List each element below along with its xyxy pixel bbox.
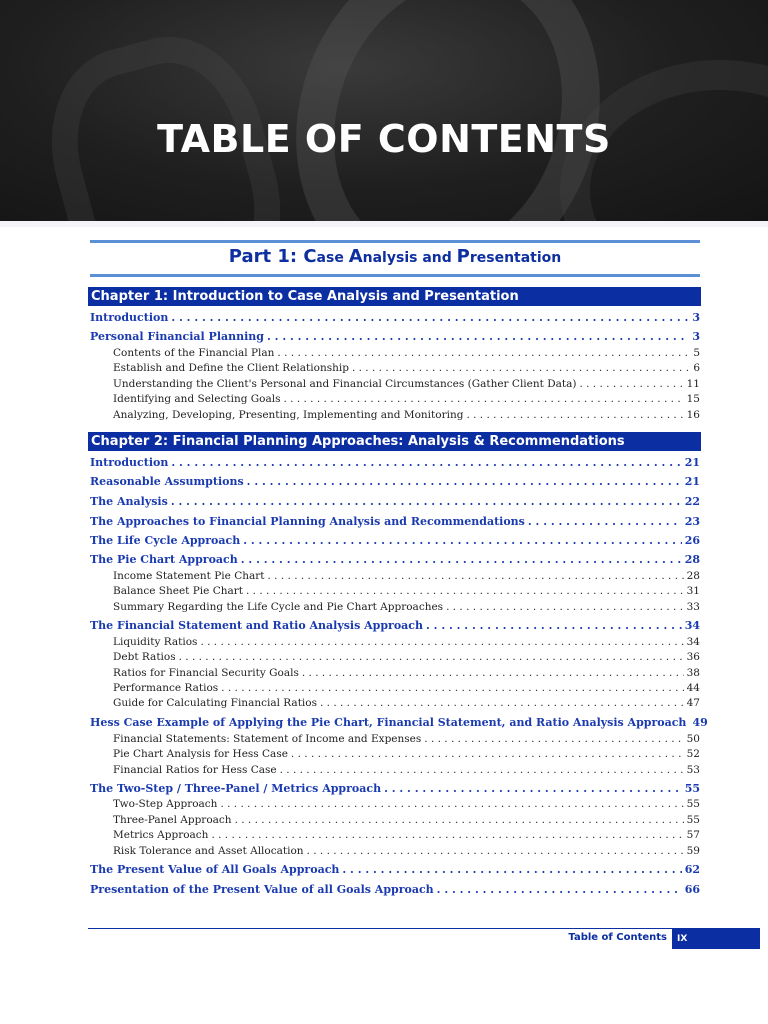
toc-subentry[interactable]: Performance Ratios . . . 44 [113, 680, 700, 696]
toc-entry[interactable]: The Life Cycle Approach . . . 26 [90, 533, 700, 549]
toc-subentry[interactable]: Liquidity Ratios . . . 34 [113, 634, 700, 650]
toc-subentry[interactable]: Financial Ratios for Hess Case . . . 53 [113, 762, 700, 778]
toc-subentry[interactable]: Ratios for Financial Security Goals . . . 38 [113, 665, 700, 681]
header-banner [0, 0, 768, 221]
banner-strip [0, 221, 768, 227]
toc-entry[interactable]: The Pie Chart Approach . . . 28 [90, 552, 700, 568]
toc-subentry[interactable]: Analyzing, Developing, Presenting, Implementing and Monitoring . . . 16 [113, 407, 700, 423]
toc-subentry[interactable]: Financial Statements: Statement of Income and Expenses . . . 50 [113, 731, 700, 747]
toc-subentry[interactable]: Two-Step Approach . . . 55 [113, 796, 700, 812]
toc-subentry[interactable]: Understanding the Client's Personal and Financial Circumstances (Gather Client Data) . . . 11 [113, 376, 700, 392]
toc-entry[interactable]: The Analysis . . . 22 [90, 494, 700, 510]
toc-entry[interactable]: The Financial Statement and Ratio Analysis Approach . . . 34 [90, 618, 700, 634]
toc-entry[interactable]: Introduction . . . 21 [90, 455, 700, 471]
toc-subentry[interactable]: Summary Regarding the Life Cycle and Pie Chart Approaches . . . 33 [113, 599, 700, 615]
toc-subentry[interactable]: Contents of the Financial Plan . . . 5 [113, 345, 700, 361]
toc-subentry[interactable]: Pie Chart Analysis for Hess Case . . . 52 [113, 746, 700, 762]
toc-subentry[interactable]: Identifying and Selecting Goals . . . 15 [113, 391, 700, 407]
toc-subentry[interactable]: Debt Ratios . . . 36 [113, 649, 700, 665]
toc-entry[interactable]: Reasonable Assumptions . . . 21 [90, 474, 700, 490]
toc-entry[interactable]: Introduction . . . 3 [90, 310, 700, 326]
toc-subentry[interactable]: Three-Panel Approach . . . 55 [113, 812, 700, 828]
toc-entry[interactable]: Personal Financial Planning . . . 3 [90, 329, 700, 345]
toc-entry[interactable]: Hess Case Example of Applying the Pie Chart, Financial Statement, and Ratio Analysis Approach 49 [90, 716, 708, 729]
page-title: TABLE OF CONTENTS [157, 117, 611, 161]
chapter-heading: Chapter 1: Introduction to Case Analysis and Presentation [88, 287, 701, 306]
page-number: IX [672, 929, 760, 949]
chapter-heading: Chapter 2: Financial Planning Approaches: Analysis & Recommendations [88, 432, 701, 451]
toc-entry[interactable]: The Approaches to Financial Planning Analysis and Recommendations . . . 23 [90, 514, 700, 530]
toc-entry[interactable]: The Two-Step / Three-Panel / Metrics Approach . . . 55 [90, 781, 700, 797]
toc-subentry[interactable]: Metrics Approach . . . 57 [113, 827, 700, 843]
toc-subentry[interactable]: Balance Sheet Pie Chart . . . 31 [113, 583, 700, 599]
toc-entry[interactable]: Presentation of the Present Value of all Goals Approach . . . 66 [90, 882, 700, 898]
part-rule-top [90, 240, 700, 243]
toc-entry[interactable]: The Present Value of All Goals Approach . . . 62 [90, 862, 700, 878]
toc-subentry[interactable]: Guide for Calculating Financial Ratios . . . 47 [113, 695, 700, 711]
part-title: Part 1: Case Analysis and Presentation [228, 246, 562, 267]
part-rule-bottom [90, 274, 700, 277]
toc-subentry[interactable]: Risk Tolerance and Asset Allocation . . . 59 [113, 843, 700, 859]
toc-subentry[interactable]: Establish and Define the Client Relationship . . . 6 [113, 360, 700, 376]
toc-subentry[interactable]: Income Statement Pie Chart . . . 28 [113, 568, 700, 584]
footer-label: Table of Contents [568, 932, 667, 943]
